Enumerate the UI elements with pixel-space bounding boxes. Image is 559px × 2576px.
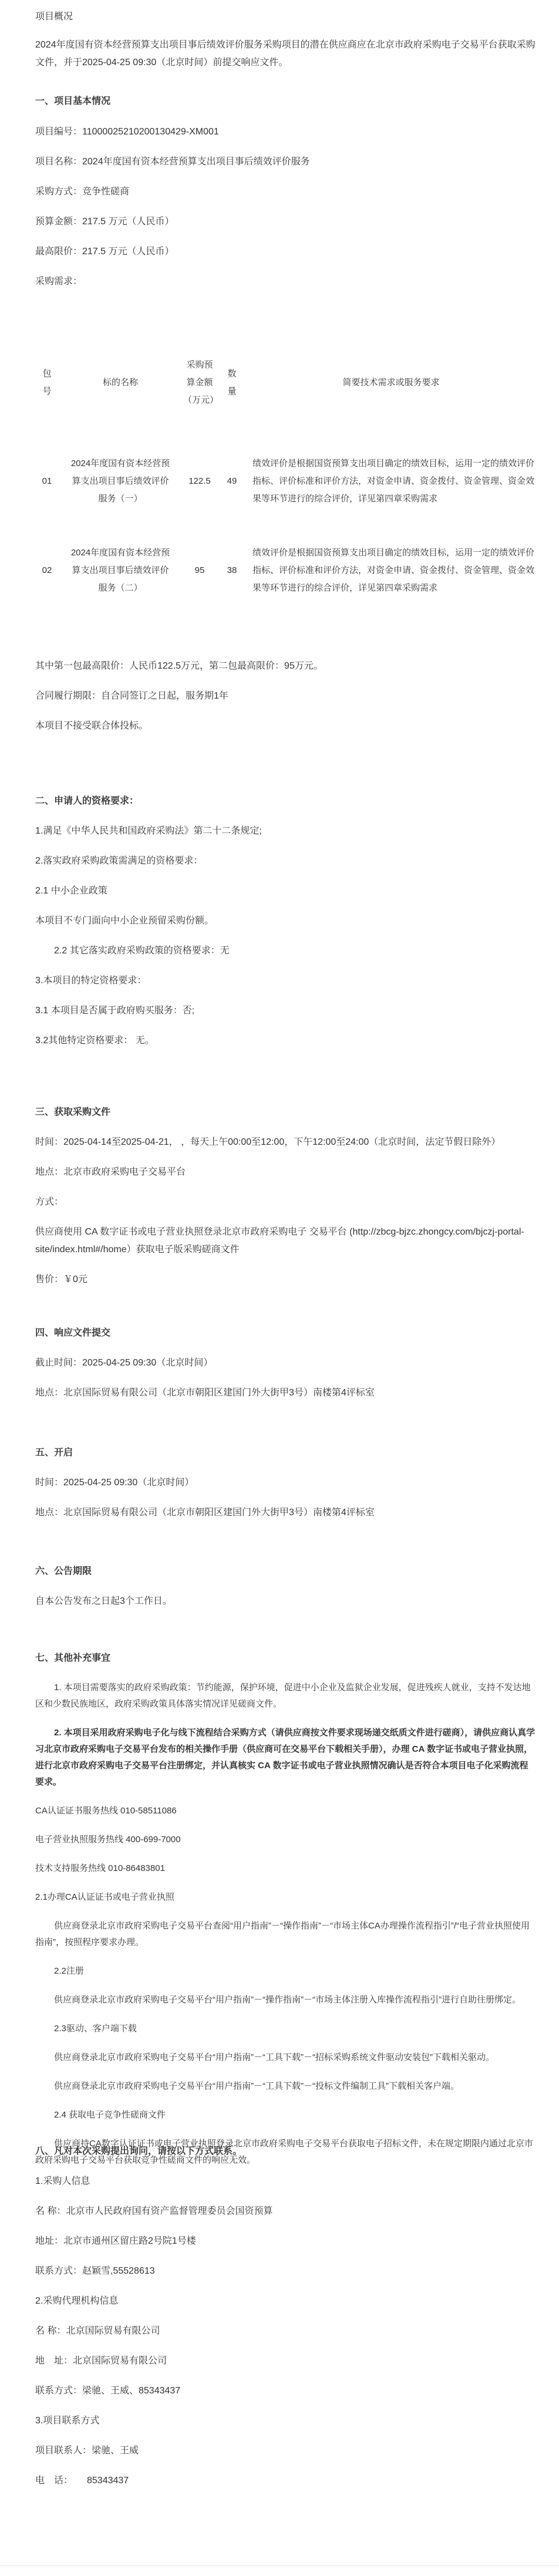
requirements-table: [35, 329, 536, 615]
obtain-place: 地点：北京市政府采购电子交易平台: [35, 1167, 186, 1177]
requirements-label: 采购需求：: [35, 277, 83, 286]
contact-person: 项目联系人：梁驰、王威: [35, 2446, 139, 2456]
license-hotline: 电子营业执照服务热线 400-699-7000: [35, 1835, 181, 1845]
header-item-name: 标的名称: [102, 377, 138, 387]
cell-package: 01: [42, 476, 52, 486]
step-text: 供应商持CA数字认证证书或电子营业执照登录北京市政府采购电子交易平台获取电子招标文件，未在规定期限内通过北京市政府采购电子交易平台获取竞争性磋商文件的响应无效。: [35, 2139, 533, 2165]
project-number: 项目编号：11000025210200130429-XM001: [35, 127, 219, 137]
procurement-method: 采购方式：竞争性磋商: [35, 187, 130, 197]
qualification-item: 2.落实政府采购政策需满足的资格要求：: [35, 856, 203, 866]
obtain-method: 方式：: [35, 1197, 64, 1207]
contact-phone: 电 话： 85343437: [35, 2476, 129, 2486]
cell-budget: 122.5: [188, 476, 211, 486]
step-text: 供应商登录北京市政府采购电子交易平台“用户指南”－“操作指南”－“市场主体注册入库操作流程指引”进行自助往册绑定。: [54, 1995, 521, 2005]
cell-requirements: 绩效评价是根据国资预算支出项目确定的绩效目标，运用一定的绩效评价指标、评价标准和评价方法，对资金申请、资金拨付、资金管理、资金效果等环节进行的综合评价，详见第四章采购需求: [252, 548, 535, 593]
max-price-detail: 其中第一包最高限价：人民币122.5万元，第二包最高限价：95万元。: [35, 661, 323, 671]
contact-address: 地址：北京市通州区留庄路2号院1号楼: [35, 2236, 196, 2246]
section-heading: 五、开启: [35, 1448, 73, 1458]
section-opening: [35, 1444, 536, 1534]
section-heading: 三、获取采购文件: [35, 1107, 111, 1117]
section-basic-info: [35, 93, 536, 303]
cell-item-name: 2024年度国有资本经营预算支出项目事后绩效评价服务（二）: [70, 548, 170, 593]
qualification-item: 3.1 本项目是否属于政府购买服务：否;: [35, 1006, 195, 1016]
notice-period-text: 自本公告发布之日起3个工作日。: [35, 1596, 172, 1606]
qualification-item: 3.本项目的特定资格要求：: [35, 976, 147, 986]
header-quantity: 数量: [227, 369, 237, 396]
step-title: 2.3驱动、客户端下载: [54, 2024, 137, 2034]
submission-place: 地点：北京国际贸易有限公司（北京市朝阳区建国门外大街甲3号）南楼第4评标室: [35, 1388, 375, 1398]
tech-hotline: 技术支持服务热线 010-86483801: [35, 1863, 165, 1873]
step-text: 供应商登录北京市政府采购电子交易平台“用户指南”－“工具下载”－“招标采购系统文件驱动安装包”下载相关驱动。: [54, 2052, 494, 2062]
table-row: [35, 437, 536, 526]
contact-title: 2.采购代理机构信息: [35, 2296, 119, 2306]
table-row: [35, 526, 536, 615]
qualification-item: 2.2 其它落实政府采购政策的资格要求：无: [54, 946, 230, 956]
table-header-row: [35, 329, 536, 437]
section-heading: 六、公告期限: [35, 1566, 92, 1576]
section-supplementary: [35, 1650, 536, 2181]
header-budget: 采购预算金额（万元）: [183, 360, 219, 405]
section-qualifications: [35, 793, 536, 1062]
section-heading: 八、凡对本次采购提出询问，请按以下方式联系。: [35, 2146, 243, 2156]
obtain-time: 时间：2025-04-14至2025-04-21， ，每天上午00:00至12:00，下午12:00至24:00（北京时间，法定节假日除外）: [35, 1137, 501, 1147]
qualification-item: 2.1 中小企业政策: [35, 886, 107, 896]
opening-place: 地点：北京国际贸易有限公司（北京市朝阳区建国门外大街甲3号）南楼第4评标室: [35, 1508, 375, 1518]
bottom-divider: [0, 2565, 559, 2566]
cell-package: 02: [42, 565, 52, 575]
supplement-policy: 1. 本项目需要落实的政府采购政策：节约能源，保护环境，促进中小企业及监狱企业发展，促进残疾人就业，支持不发达地区和少数民族地区，政府采购政策具体落实情况详见磋商文件。: [35, 1683, 531, 1709]
section-after-table: [35, 658, 536, 747]
step-text: 供应商登录北京市政府采购电子交易平台查阅“用户指南”－“操作指南”－“市场主体CA办理操作流程指引”/“电子营业执照使用指南”，按照程序要求办理。: [35, 1921, 530, 1947]
overview-label: 项目概况: [35, 12, 73, 22]
opening-time: 时间：2025-04-25 09:30（北京时间）: [35, 1478, 194, 1488]
contact-name: 名 称：北京市人民政府国有资产监督管理委员会国资预算: [35, 2206, 273, 2216]
section-contacts: [35, 2143, 536, 2502]
cell-requirements: 绩效评价是根据国资预算支出项目确定的绩效目标，运用一定的绩效评价指标、评价标准和评价方法，对资金申请、资金拨付、资金管理、资金效果等环节进行的综合评价，详见第四章采购需求: [252, 458, 535, 504]
project-name: 项目名称：2024年度国有资本经营预算支出项目事后绩效评价服务: [35, 157, 310, 167]
contract-term: 合同履行期限：自合同签订之日起，服务期1年: [35, 691, 228, 701]
qualification-item: 1.满足《中华人民共和国政府采购法》第二十二条规定;: [35, 826, 262, 836]
cell-budget: 95: [194, 565, 205, 575]
contact-address: 地 址：北京国际贸易有限公司: [35, 2356, 167, 2366]
section-heading: 七、其他补充事宜: [35, 1653, 111, 1663]
section-submission: [35, 1324, 536, 1414]
max-price: 最高限价：217.5 万元（人民币）: [35, 247, 174, 257]
step-title: 2.1办理CA认证证书或电子营业执照: [35, 1892, 174, 1902]
cell-item-name: 2024年度国有资本经营预算支出项目事后绩效评价服务（一）: [70, 458, 170, 504]
contact-title: 3.项目联系方式: [35, 2416, 100, 2426]
requirements-table-wrap: [35, 329, 536, 615]
step-title: 2.2注册: [54, 1966, 84, 1976]
supplement-electronic: 2. 本项目采用政府采购电子化与线下流程结合采购方式（请供应商按文件要求现场递交纸质文件进行磋商），请供应商认真学习北京市政府采购电子交易平台发布的相关操作手册（供应商可在交易平台下载相关手册），办理 CA 数字证书或电子营业执照，进行北京市政府采购电子交易平台注册绑定，并认真核实 CA 数字证书或电子营业执照情况确认是否符合本项目电子化采购流程要求。: [35, 1728, 536, 1787]
header-package: 包号: [42, 369, 52, 396]
header-requirements: 简要技术需求或服务要求: [342, 377, 440, 387]
intro-text: 2024年度国有资本经营预算支出项目事后绩效评价服务采购项目的潜在供应商应在北京市政府采购电子交易平台获取采购文件，并于2025-04-25 09:30（北京时间）前提交响应文件。: [35, 40, 536, 68]
cell-quantity: 38: [227, 565, 237, 575]
ca-hotline: CA认证证书服务热线 010-58511086: [35, 1806, 177, 1816]
consortium-note: 本项目不接受联合体投标。: [35, 721, 149, 731]
step-text: 供应商登录北京市政府采购电子交易平台“用户指南”－“工具下载”－“投标文件编制工具”下载相关客户端。: [54, 2081, 459, 2091]
section-notice-period: [35, 1563, 536, 1623]
contact-phone: 联系方式：梁驰、王威、85343437: [35, 2386, 181, 2396]
document-price: 售价：￥0元: [35, 1274, 87, 1284]
qualification-item: 本项目不专门面向中小企业预留采购份额。: [35, 916, 214, 926]
contact-title: 1.采购人信息: [35, 2176, 90, 2186]
cell-quantity: 49: [227, 476, 237, 486]
contact-name: 名 称：北京国际贸易有限公司: [35, 2326, 160, 2336]
obtain-method-detail: 供应商使用 CA 数字证书或电子营业执照登录北京市政府采购电子 交易平台 (http://zbcg-bjzc.zhongcy.com/bjczj-portal-site/index.html#/home）获取电子版采购磋商文件: [35, 1227, 524, 1255]
section-heading: 二、申请人的资格要求：: [35, 796, 139, 806]
submission-deadline: 截止时间：2025-04-25 09:30（北京时间）: [35, 1358, 213, 1368]
budget-amount: 预算金额：217.5 万元（人民币）: [35, 217, 174, 227]
section-heading: 一、项目基本情况: [35, 96, 111, 106]
contact-phone: 联系方式：赵颖雪,55528613: [35, 2266, 155, 2276]
step-title: 2.4 获取电子竞争性磋商文件: [54, 2110, 166, 2120]
section-heading: 四、响应文件提交: [35, 1328, 111, 1338]
qualification-item: 3.2其他特定资格要求： 无。: [35, 1036, 154, 1046]
section-obtain-documents: [35, 1104, 536, 1301]
